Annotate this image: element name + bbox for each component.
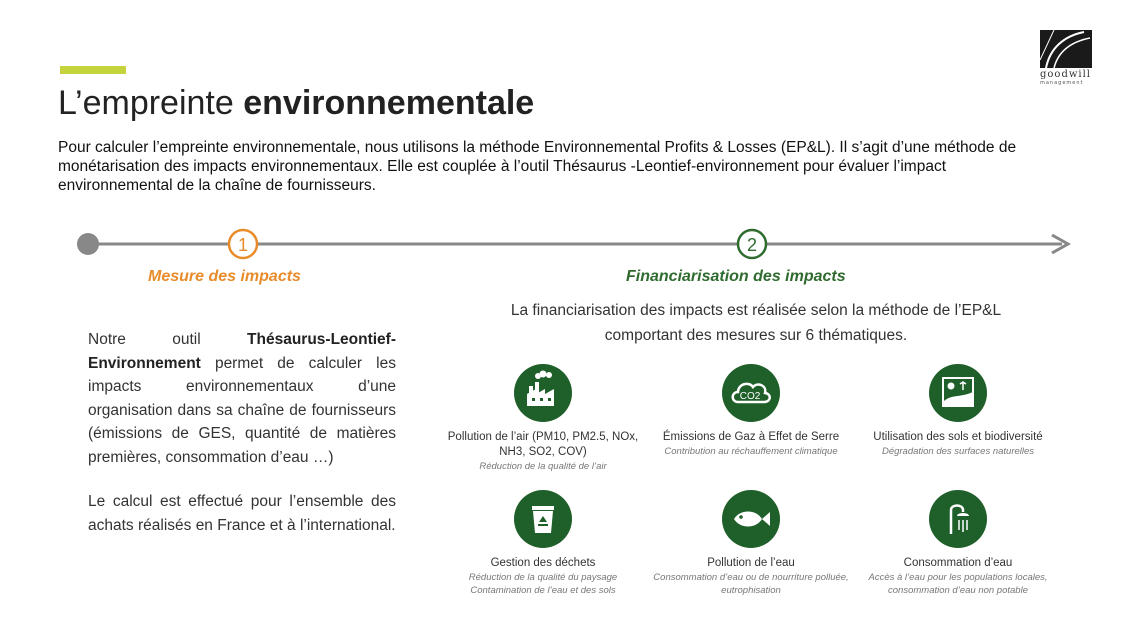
theme-water-consumption xyxy=(858,490,1058,597)
theme-sub: Consommation d’eau ou de nourriture polluée, eutrophisation xyxy=(653,572,849,596)
theme-sub: Réduction de la qualité de l’air xyxy=(479,461,607,472)
theme-name: Gestion des déchets xyxy=(490,557,596,569)
logo-word: goodwill xyxy=(1040,69,1091,80)
step2-title: Financiarisation des impacts xyxy=(626,268,846,285)
title-light: L’empreinte xyxy=(58,84,234,122)
theme-water-pollution xyxy=(651,490,851,597)
title-bold: environnementale xyxy=(243,84,535,122)
scope-paragraph: Le calcul est effectué pour l’ensemble des achats réalisés en France et à l’international. xyxy=(88,493,396,534)
co2-cloud-icon xyxy=(722,364,780,422)
logo-mark-icon xyxy=(1040,30,1092,68)
theme-name: Utilisation des sols et biodiversité xyxy=(873,431,1043,443)
accent-bar xyxy=(60,66,126,74)
theme-air-pollution xyxy=(443,364,643,473)
goodwill-logo xyxy=(1040,30,1096,86)
theme-sub: Contribution au réchauffement climatique xyxy=(664,446,838,457)
theme-waste xyxy=(443,490,643,597)
landscape-icon xyxy=(929,364,987,422)
theme-name: Pollution de l’eau xyxy=(707,557,795,569)
step1-number: 1 xyxy=(237,235,249,255)
fish-icon xyxy=(722,490,780,548)
factory-icon xyxy=(514,364,572,422)
financiarisation-description: La financiarisation des impacts est réalisée selon la méthode de l’EP&L comportant des mesures sur 6 thématiques. xyxy=(510,302,1002,344)
tool-paragraph: Notre outil Thésaurus-Leontief-Environnement permet de calculer les impacts environnementaux d’une organisation dans sa chaîne de fournisseurs (émissions de GES, quantité de matières premières, consommation d’eau …) xyxy=(88,331,396,466)
theme-ghg-emissions xyxy=(651,364,851,458)
shower-icon xyxy=(929,490,987,548)
step1-title: Mesure des impacts xyxy=(148,268,301,285)
recycle-bin-icon xyxy=(514,490,572,548)
tool-description xyxy=(88,328,396,537)
theme-land-use xyxy=(858,364,1058,458)
timeline-start-dot xyxy=(77,233,99,255)
step2-number: 2 xyxy=(746,235,758,255)
theme-sub: Accès à l’eau pour les populations locales, consommation d’eau non potable xyxy=(868,572,1048,596)
page-title xyxy=(58,84,534,123)
theme-name: Émissions de Gaz à Effet de Serre xyxy=(662,431,840,443)
theme-sub: Réduction de la qualité du paysage Contamination de l’eau et des sols xyxy=(468,572,618,596)
logo-subword: management xyxy=(1040,80,1084,86)
timeline xyxy=(0,222,1122,262)
intro-paragraph: Pour calculer l’empreinte environnementale, nous utilisons la méthode Environnemental Profits & Losses (EP&L). Il s’agit d’une méthode de monétarisation des impacts environnementaux. Elle est couplée à l’outil Thésaurus -Leontief-environnement pour évaluer l’impact environnemental de la chaîne de fournisseurs. xyxy=(58,139,1017,194)
theme-name: Consommation d’eau xyxy=(903,557,1013,569)
svg-text:CO2: CO2 xyxy=(739,391,761,402)
theme-sub: Dégradation des surfaces naturelles xyxy=(881,446,1035,457)
theme-name: Pollution de l’air (PM10, PM2.5, NOx, NH3, SO2, COV) xyxy=(447,431,639,458)
